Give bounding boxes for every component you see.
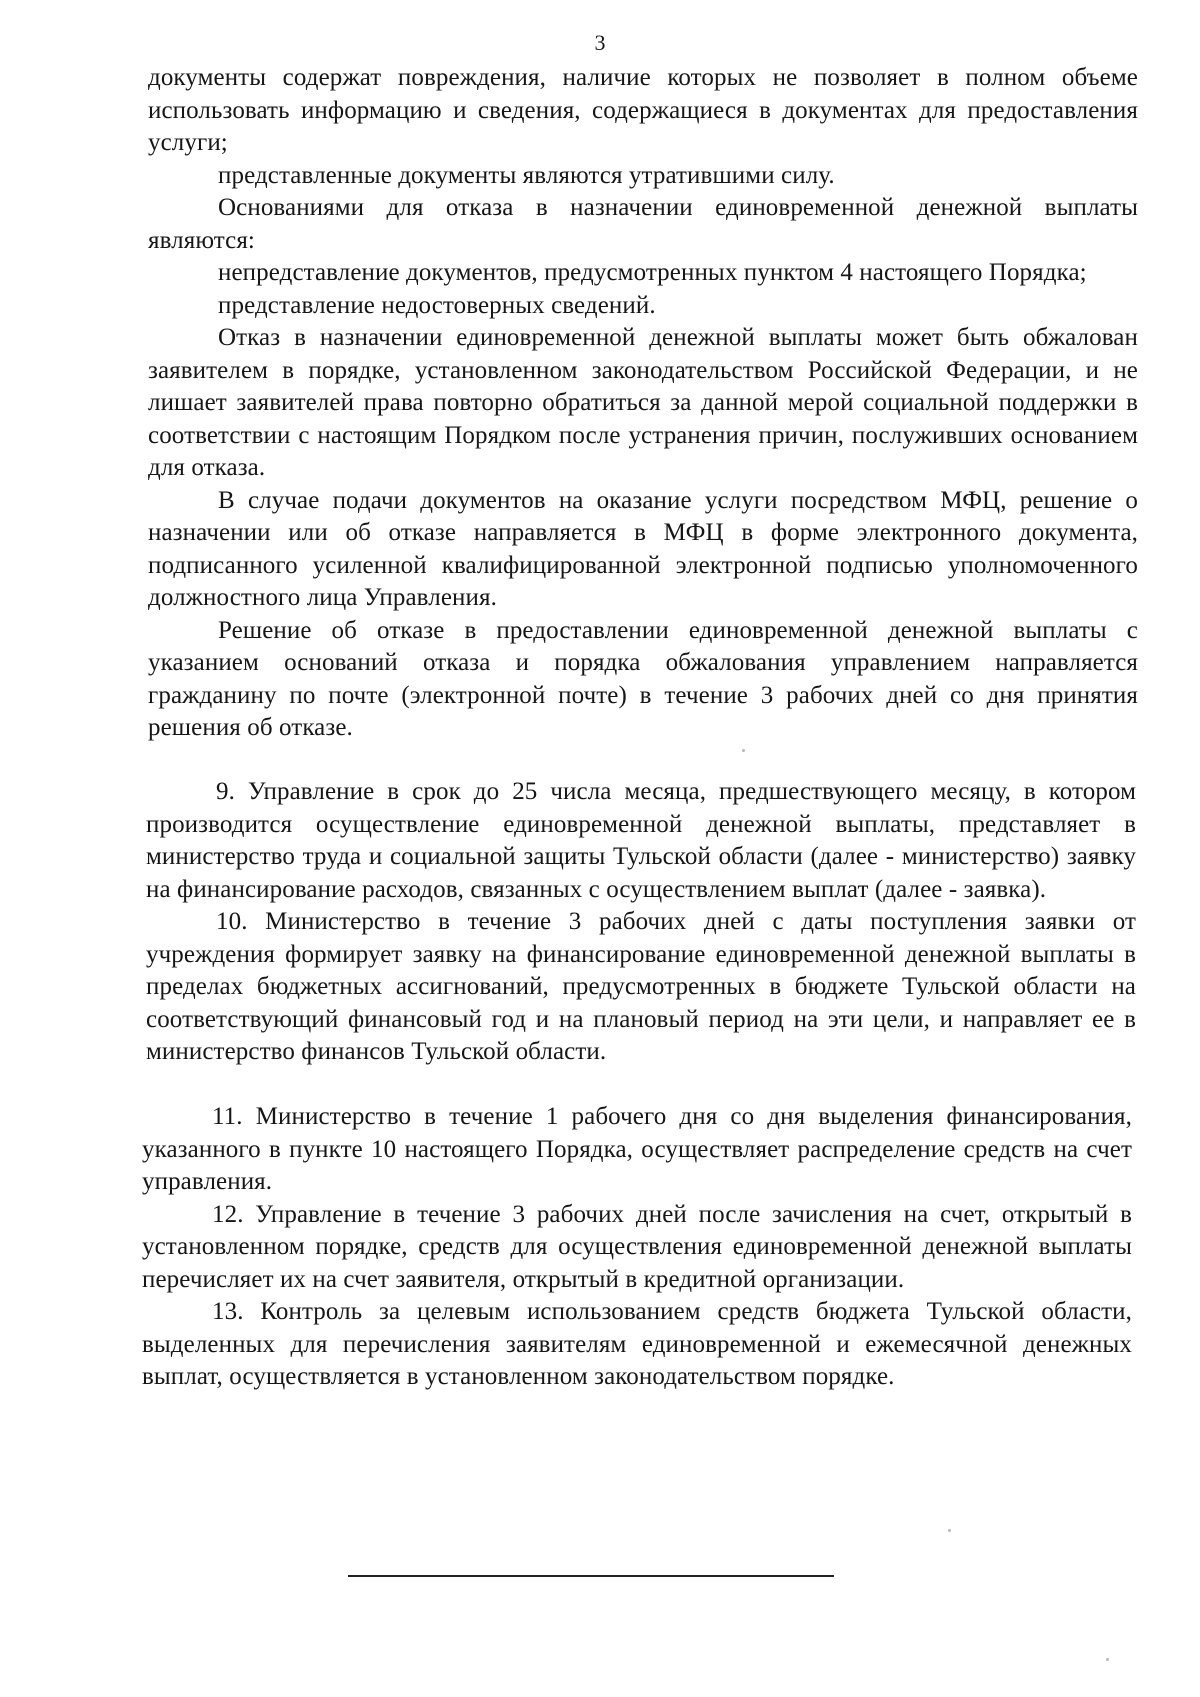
page-number: 3	[594, 30, 606, 55]
paragraph: Основаниями для отказа в назначении единовременной денежной выплаты являются:	[148, 194, 1138, 254]
document-body-lower	[142, 1101, 1132, 1394]
paragraph: непредставление документов, предусмотренных пунктом 4 настоящего Порядка;	[218, 259, 1087, 286]
paragraph: представленные документы являются утратившими силу.	[218, 161, 835, 189]
paragraph-item-10: 10. Министерство в течение 3 рабочих дней с даты поступления заявки от учреждения формирует заявку на финансирование единовременной денежной выплаты в пределах бюджетных ассигнований, предусмотренных в бюджете Тульской области на соответствующий финансовый год и на плановый период на эти цели, и направляет ее в министерство финансов Тульской области.	[146, 908, 1136, 1065]
paragraph: Решение об отказе в предоставлении единовременной денежной выплаты с указанием оснований отказа и порядка обжалования управлением направляется гражданину по почте (электронной почте) в течение 3 рабочих дней со дня принятия решения об отказе.	[148, 616, 1138, 741]
document-body-middle	[146, 776, 1136, 1069]
closing-rule	[348, 1575, 834, 1577]
paragraph: документы содержат повреждения, наличие которых не позволяет в полном объеме использовать информацию и сведения, содержащиеся в документах для предоставления услуги;	[148, 64, 1138, 156]
scan-speck	[742, 749, 745, 752]
paragraph: В случае подачи документов на оказание услуги посредством МФЦ, решение о назначении или об отказе направляется в МФЦ в форме электронного документа, подписанного усиленной квалифицированной электронной подписью уполномоченного должностного лица Управления.	[148, 486, 1138, 611]
paragraph: представление недостоверных сведений.	[218, 291, 656, 319]
paragraph-item-11: 11. Министерство в течение 1 рабочего дня со дня выделения финансирования, указанного в пункте 10 настоящего Порядка, осуществляет распределение средств на счет управления.	[142, 1103, 1132, 1195]
document-body-upper	[148, 62, 1138, 745]
paragraph-item-13: 13. Контроль за целевым использованием средств бюджета Тульской области, выделенных для перечисления заявителям единовременной и ежемесячной денежных выплат, осуществляется в установленном законодательством порядке.	[142, 1298, 1132, 1390]
scan-speck	[948, 1529, 951, 1532]
paragraph-item-12: 12. Управление в течение 3 рабочих дней после зачисления на счет, открытый в установленном порядке, средств для осуществления единовременной денежной выплаты перечисляет их на счет заявителя, открытый в кредитной организации.	[142, 1200, 1132, 1293]
scan-speck	[1106, 1658, 1109, 1661]
paragraph: Отказ в назначении единовременной денежной выплаты может быть обжалован заявителем в порядке, установленном законодательством Российской Федерации, и не лишает заявителей права повторно обратиться за данной мерой социальной поддержки в соответствии с настоящим Порядком после устранения причин, послуживших основанием для отказа.	[148, 324, 1138, 481]
paragraph-item-9: 9. Управление в срок до 25 числа месяца, предшествующего месяцу, в котором производится осуществление единовременной денежной выплаты, представляет в министерство труда и социальной защиты Тульской области (далее - министерство) заявку на финансирование расходов, связанных с осуществлением выплат (далее - заявка).	[146, 778, 1136, 903]
